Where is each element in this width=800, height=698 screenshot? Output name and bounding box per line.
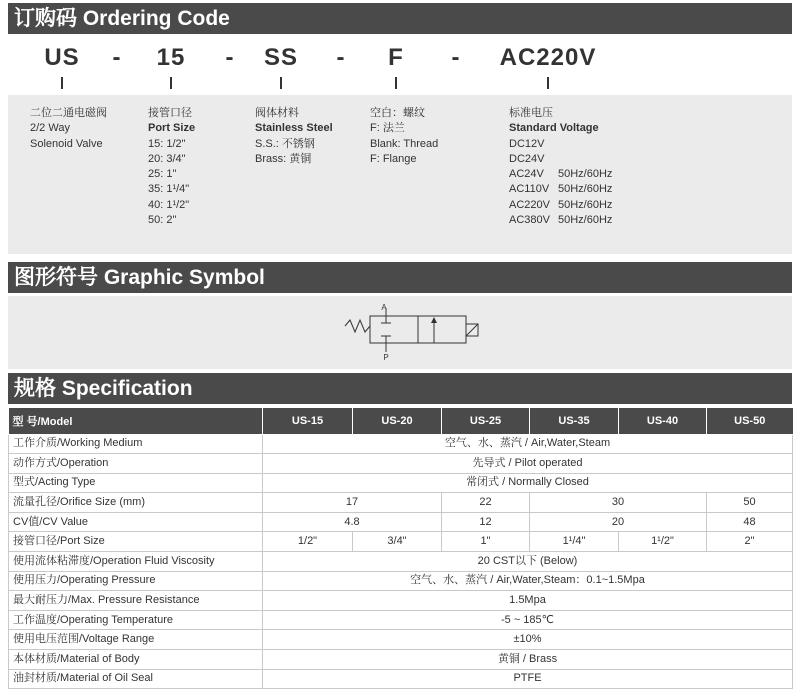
ordering-code-row: [0, 44, 800, 94]
table-cell: 2": [707, 532, 793, 552]
valve-type-cn: 二位二通电磁阀: [30, 107, 107, 119]
code-separator: -: [451, 44, 461, 71]
table-cell: 30: [530, 493, 707, 513]
port-a-label: A: [381, 303, 387, 312]
table-row: [9, 493, 793, 513]
graphic-symbol-title: 图形符号 Graphic Symbol: [14, 266, 265, 289]
table-cell: -5 ~ 185℃: [263, 610, 793, 630]
code-material: SS: [263, 44, 299, 71]
table-cell: 黄铜 / Brass: [263, 650, 793, 670]
table-row: [9, 434, 793, 454]
port-size-title-cn: 接管口径: [148, 107, 192, 119]
voltage-value: DC12V: [509, 137, 545, 150]
table-cell: 50: [707, 493, 793, 513]
voltage-value: DC24V: [509, 152, 545, 165]
valve-type-column: [30, 106, 107, 152]
table-cell: 3/4": [353, 532, 442, 552]
code-tick: [395, 77, 397, 89]
table-row: [9, 473, 793, 493]
voltage-value: AC24V: [509, 168, 544, 181]
specification-title: 规格 Specification: [14, 377, 193, 400]
code-connection: F: [388, 44, 404, 71]
table-cell: 1¹/2": [619, 532, 707, 552]
table-cell: 12: [442, 512, 530, 532]
row-label: 最大耐压力/Max. Pressure Resistance: [9, 591, 263, 611]
flow-arrow-icon: [431, 317, 437, 323]
code-tick: [547, 77, 549, 89]
connection-option: F: 法兰: [370, 122, 405, 135]
row-label: 工作介质/Working Medium: [9, 434, 263, 454]
table-cell: 常闭式 / Normally Closed: [263, 473, 793, 493]
voltage-column: [509, 106, 659, 228]
port-size-column: [148, 106, 195, 228]
valve-type-way: 2/2 Way: [30, 122, 70, 135]
material-title-cn: 阀体材料: [255, 107, 299, 119]
table-cell: 22: [442, 493, 530, 513]
column-header: 型 号/Model: [9, 408, 263, 434]
specification-table: [8, 408, 793, 689]
code-voltage: AC220V: [499, 44, 597, 71]
row-label: CV值/CV Value: [9, 512, 263, 532]
graphic-symbol-panel: [8, 296, 792, 369]
ordering-code-panel: [8, 95, 792, 254]
graphic-symbol-header: [8, 262, 792, 293]
table-row: [9, 630, 793, 650]
voltage-option: [509, 198, 659, 213]
code-tick: [170, 77, 172, 89]
voltage-option: [509, 213, 659, 228]
material-option: Brass: 黄铜: [255, 152, 312, 165]
table-cell: 20 CST以下 (Below): [263, 552, 793, 572]
row-label: 动作方式/Operation: [9, 454, 263, 474]
row-label: 使用电压范围/Voltage Range: [9, 630, 263, 650]
connection-option: Blank: Thread: [370, 137, 439, 150]
row-label: 工作温度/Operating Temperature: [9, 610, 263, 630]
row-label: 流量孔径/Orifice Size (mm): [9, 493, 263, 513]
ordering-code-header: [8, 3, 792, 34]
row-label: 本体材质/Material of Body: [9, 650, 263, 670]
port-size-title-en: Port Size: [148, 122, 196, 135]
port-p-label: P: [383, 353, 389, 362]
column-header: US-25: [442, 408, 530, 434]
material-column: [255, 106, 333, 167]
code-separator: -: [225, 44, 235, 71]
table-row: [9, 669, 793, 689]
voltage-option: [509, 152, 659, 167]
table-cell: ±10%: [263, 630, 793, 650]
voltage-value: AC380V: [509, 214, 550, 227]
table-row: [9, 454, 793, 474]
table-cell: 48: [707, 512, 793, 532]
code-separator: -: [336, 44, 346, 71]
connection-option: 空白：螺纹: [370, 107, 425, 119]
table-row: [9, 591, 793, 611]
code-tick: [280, 77, 282, 89]
row-label: 使用压力/Operating Pressure: [9, 571, 263, 591]
valve-closed-position: [370, 316, 418, 343]
table-cell: 1.5Mpa: [263, 591, 793, 611]
port-size-option: 50: 2": [148, 214, 177, 227]
table-cell: 1¹/4": [530, 532, 619, 552]
column-header: US-35: [530, 408, 619, 434]
connection-option: F: Flange: [370, 152, 417, 165]
ordering-code-title: 订购码 Ordering Code: [14, 7, 230, 30]
code-size: 15: [156, 44, 186, 71]
code-tick: [61, 77, 63, 89]
column-header: US-50: [707, 408, 793, 434]
port-size-option: 25: 1": [148, 168, 177, 181]
frequency-value: 50Hz/60Hz: [558, 214, 613, 227]
voltage-value: AC110V: [509, 183, 550, 196]
port-size-option: 20: 3/4": [148, 152, 186, 165]
voltage-title-cn: 标准电压: [509, 107, 553, 119]
frequency-value: 50Hz/60Hz: [558, 168, 613, 181]
material-title-en: Stainless Steel: [255, 122, 333, 135]
voltage-option: [509, 182, 659, 197]
port-size-option: 35: 1¹/4": [148, 183, 190, 196]
port-size-option: 15: 1/2": [148, 137, 186, 150]
table-cell: 4.8: [263, 512, 442, 532]
table-cell: 20: [530, 512, 707, 532]
table-cell: 1": [442, 532, 530, 552]
table-cell: PTFE: [263, 669, 793, 689]
row-label: 型式/Acting Type: [9, 473, 263, 493]
table-cell: 17: [263, 493, 442, 513]
row-label: 使用流体粘滞度/Operation Fluid Viscosity: [9, 552, 263, 572]
code-series: US: [44, 44, 80, 71]
specification-header: [8, 373, 792, 404]
table-cell: 空气、水、蒸汽 / Air,Water,Steam: [263, 434, 793, 454]
table-row: [9, 532, 793, 552]
table-cell: 1/2": [263, 532, 353, 552]
voltage-title-en: Standard Voltage: [509, 122, 599, 135]
valve-open-position: [418, 316, 466, 343]
code-separator: -: [112, 44, 122, 71]
column-header: US-40: [619, 408, 707, 434]
port-size-option: 40: 1¹/2": [148, 198, 190, 211]
valve-type-en: Solenoid Valve: [30, 137, 103, 150]
voltage-option: [509, 137, 659, 152]
valve-symbol-diagram: [8, 296, 792, 369]
table-row: [9, 650, 793, 670]
frequency-value: 50Hz/60Hz: [558, 183, 613, 196]
frequency-value: 50Hz/60Hz: [558, 198, 613, 211]
table-header-row: [9, 408, 793, 434]
table-row: [9, 552, 793, 572]
column-header: US-15: [263, 408, 353, 434]
table-row: [9, 512, 793, 532]
connection-column: [370, 106, 438, 167]
table-cell: 先导式 / Pilot operated: [263, 454, 793, 474]
column-header: US-20: [353, 408, 442, 434]
table-body: [9, 434, 793, 689]
row-label: 接管口径/Port Size: [9, 532, 263, 552]
voltage-option: [509, 167, 659, 182]
table-row: [9, 571, 793, 591]
spring-symbol: [345, 320, 370, 332]
table-cell: 空气、水、蒸汽 / Air,Water,Steam：0.1~1.5Mpa: [263, 571, 793, 591]
row-label: 油封材质/Material of Oil Seal: [9, 669, 263, 689]
table-row: [9, 610, 793, 630]
material-option: S.S.: 不锈钢: [255, 137, 315, 150]
voltage-value: AC220V: [509, 198, 550, 211]
